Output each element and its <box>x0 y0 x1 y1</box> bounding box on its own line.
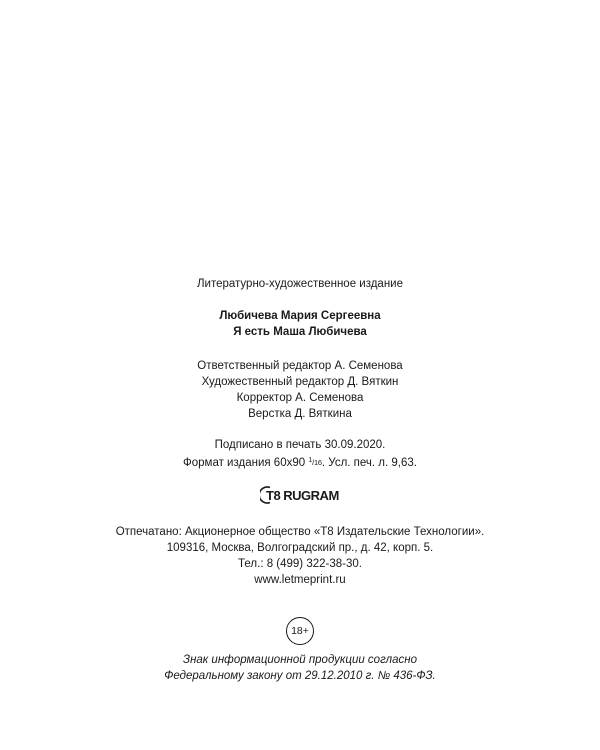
logo-text: T8 RUGRAM <box>266 488 339 503</box>
author-name: Любичева Мария Сергеевна <box>219 310 381 322</box>
age-rating-badge: 18+ <box>286 617 314 645</box>
fraction-numerator: 1 <box>308 457 313 464</box>
book-title: Я есть Маша Любичева <box>233 326 367 338</box>
print-format <box>0 454 600 470</box>
format-suffix: . Усл. печ. л. 9,63. <box>321 457 417 469</box>
fraction-denominator: 16 <box>313 458 322 467</box>
printer-website: www.letmeprint.ru <box>254 574 346 586</box>
printer-company: Отпечатано: Акционерное общество «Т8 Издательские Технологии». <box>115 526 485 538</box>
legal-notice-line: Федеральному закону от 29.12.2010 г. № 436-ФЗ. <box>164 670 436 682</box>
format-prefix: Формат издания 60x90 <box>183 457 306 469</box>
credit-line: Верстка Д. Вяткина <box>248 408 352 420</box>
t8-rugram-logo-icon <box>260 485 344 505</box>
print-signed-date: Подписано в печать 30.09.2020. <box>214 439 386 451</box>
credit-line: Корректор А. Семенова <box>236 392 364 404</box>
printer-address: 109316, Москва, Волгоградский пр., д. 42, корп. 5. <box>166 542 434 554</box>
credit-line: Ответственный редактор А. Семенова <box>197 360 403 372</box>
credit-line: Художественный редактор Д. Вяткин <box>201 376 399 388</box>
legal-notice-line: Знак информационной продукции согласно <box>183 654 417 666</box>
format-fraction: $^1$/16 <box>308 457 322 467</box>
printer-phone: Тел.: 8 (499) 322-38-30. <box>238 558 362 570</box>
edition-type: Литературно-художественное издание <box>196 278 404 290</box>
